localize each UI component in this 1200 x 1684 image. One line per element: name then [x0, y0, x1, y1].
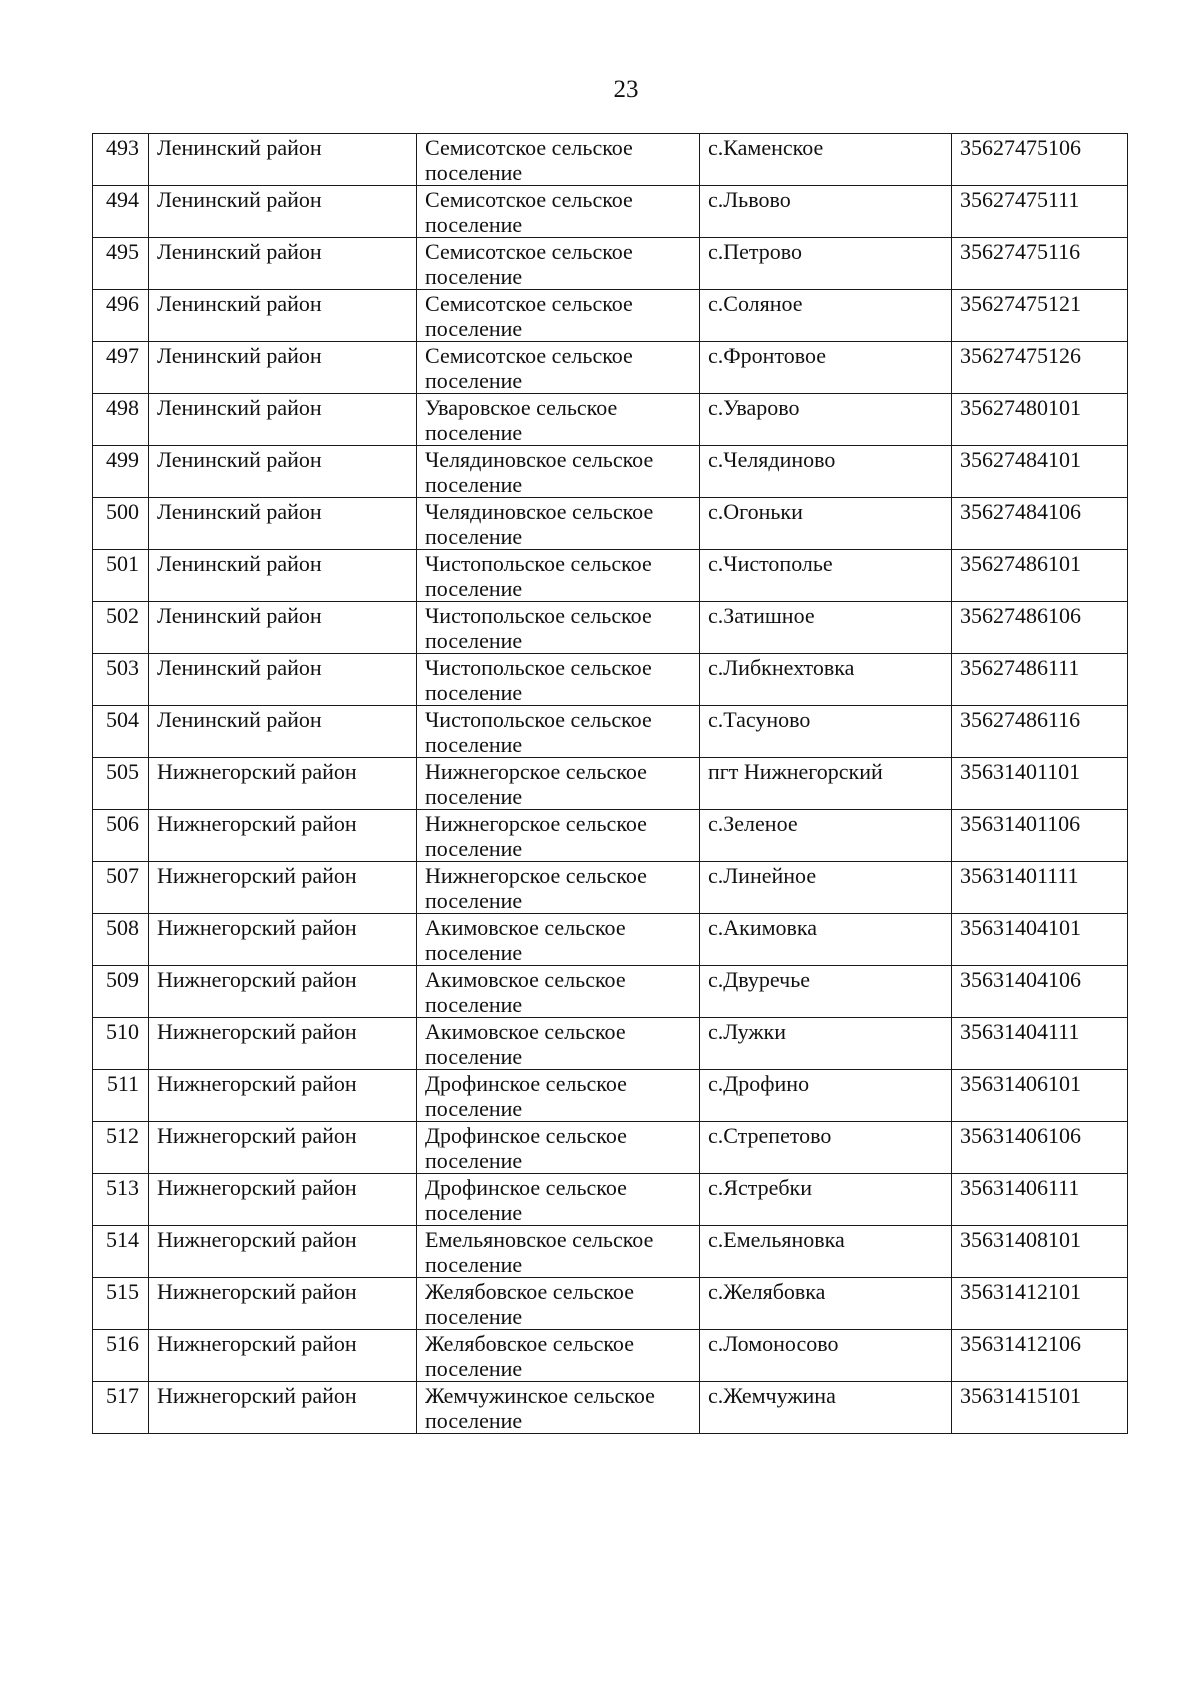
locality-cell: с.Огоньки — [700, 498, 952, 550]
code-cell: 35631406111 — [952, 1174, 1128, 1226]
row-number-cell: 514 — [93, 1226, 149, 1278]
table-row — [93, 498, 1128, 550]
row-number-cell: 513 — [93, 1174, 149, 1226]
table-row — [93, 1330, 1128, 1382]
table-row — [93, 654, 1128, 706]
row-number-cell: 512 — [93, 1122, 149, 1174]
code-cell: 35631412101 — [952, 1278, 1128, 1330]
district-cell: Ленинский район — [149, 394, 417, 446]
district-cell: Нижнегорский район — [149, 1226, 417, 1278]
locality-cell: с.Львово — [700, 186, 952, 238]
settlement-cell: Семисотское сельское поселение — [417, 134, 700, 186]
district-cell: Нижнегорский район — [149, 914, 417, 966]
district-cell: Нижнегорский район — [149, 1070, 417, 1122]
row-number-cell: 516 — [93, 1330, 149, 1382]
row-number-cell: 502 — [93, 602, 149, 654]
settlement-cell: Чистопольское сельское поселение — [417, 654, 700, 706]
code-cell: 35631401111 — [952, 862, 1128, 914]
locality-cell: с.Затишное — [700, 602, 952, 654]
code-cell: 35627475111 — [952, 186, 1128, 238]
table-row — [93, 342, 1128, 394]
row-number-cell: 499 — [93, 446, 149, 498]
table-row — [93, 1070, 1128, 1122]
table-row — [93, 966, 1128, 1018]
code-cell: 35631404101 — [952, 914, 1128, 966]
settlements-table — [92, 133, 1128, 1434]
code-cell: 35631401106 — [952, 810, 1128, 862]
district-cell: Нижнегорский район — [149, 1382, 417, 1434]
code-cell: 35627486106 — [952, 602, 1128, 654]
settlement-cell: Емельяновское сельское поселение — [417, 1226, 700, 1278]
table-row — [93, 1174, 1128, 1226]
settlement-cell: Уваровское сельское поселение — [417, 394, 700, 446]
code-cell: 35627484101 — [952, 446, 1128, 498]
row-number-cell: 496 — [93, 290, 149, 342]
locality-cell: с.Стрепетово — [700, 1122, 952, 1174]
row-number-cell: 509 — [93, 966, 149, 1018]
row-number-cell: 500 — [93, 498, 149, 550]
row-number-cell: 493 — [93, 134, 149, 186]
settlement-cell: Чистопольское сельское поселение — [417, 706, 700, 758]
code-cell: 35627475116 — [952, 238, 1128, 290]
district-cell: Ленинский район — [149, 290, 417, 342]
district-cell: Нижнегорский район — [149, 1278, 417, 1330]
table-row — [93, 446, 1128, 498]
settlement-cell: Дрофинское сельское поселение — [417, 1070, 700, 1122]
row-number-cell: 495 — [93, 238, 149, 290]
district-cell: Нижнегорский район — [149, 1018, 417, 1070]
table-row — [93, 914, 1128, 966]
table-row — [93, 134, 1128, 186]
code-cell: 35627486101 — [952, 550, 1128, 602]
code-cell: 35627486111 — [952, 654, 1128, 706]
locality-cell: с.Ястребки — [700, 1174, 952, 1226]
row-number-cell: 498 — [93, 394, 149, 446]
locality-cell: с.Петрово — [700, 238, 952, 290]
locality-cell: с.Акимовка — [700, 914, 952, 966]
locality-cell: с.Зеленое — [700, 810, 952, 862]
code-cell: 35627480101 — [952, 394, 1128, 446]
code-cell: 35631401101 — [952, 758, 1128, 810]
settlement-cell: Акимовское сельское поселение — [417, 1018, 700, 1070]
code-cell: 35627475126 — [952, 342, 1128, 394]
settlement-cell: Нижнегорское сельское поселение — [417, 862, 700, 914]
district-cell: Нижнегорский район — [149, 966, 417, 1018]
settlement-cell: Семисотское сельское поселение — [417, 342, 700, 394]
district-cell: Нижнегорский район — [149, 758, 417, 810]
district-cell: Ленинский район — [149, 498, 417, 550]
code-cell: 35631404111 — [952, 1018, 1128, 1070]
table-body — [93, 134, 1128, 1434]
code-cell: 35631412106 — [952, 1330, 1128, 1382]
district-cell: Ленинский район — [149, 654, 417, 706]
code-cell: 35631404106 — [952, 966, 1128, 1018]
district-cell: Нижнегорский район — [149, 1122, 417, 1174]
table-row — [93, 238, 1128, 290]
code-cell: 35627475121 — [952, 290, 1128, 342]
table-row — [93, 706, 1128, 758]
table-row — [93, 758, 1128, 810]
locality-cell: с.Чистополье — [700, 550, 952, 602]
table-row — [93, 1018, 1128, 1070]
district-cell: Нижнегорский район — [149, 1330, 417, 1382]
locality-cell: с.Лужки — [700, 1018, 952, 1070]
district-cell: Ленинский район — [149, 186, 417, 238]
settlement-cell: Семисотское сельское поселение — [417, 238, 700, 290]
locality-cell: с.Емельяновка — [700, 1226, 952, 1278]
row-number-cell: 506 — [93, 810, 149, 862]
settlement-cell: Челядиновское сельское поселение — [417, 446, 700, 498]
district-cell: Ленинский район — [149, 602, 417, 654]
table-row — [93, 602, 1128, 654]
settlement-cell: Дрофинское сельское поселение — [417, 1122, 700, 1174]
locality-cell: с.Дрофино — [700, 1070, 952, 1122]
table-row — [93, 186, 1128, 238]
row-number-cell: 501 — [93, 550, 149, 602]
row-number-cell: 503 — [93, 654, 149, 706]
district-cell: Ленинский район — [149, 134, 417, 186]
locality-cell: с.Каменское — [700, 134, 952, 186]
code-cell: 35631408101 — [952, 1226, 1128, 1278]
row-number-cell: 511 — [93, 1070, 149, 1122]
settlement-cell: Челядиновское сельское поселение — [417, 498, 700, 550]
locality-cell: с.Жемчужина — [700, 1382, 952, 1434]
code-cell: 35631406106 — [952, 1122, 1128, 1174]
locality-cell: с.Желябовка — [700, 1278, 952, 1330]
locality-cell: с.Челядиново — [700, 446, 952, 498]
district-cell: Ленинский район — [149, 550, 417, 602]
row-number-cell: 497 — [93, 342, 149, 394]
table-row — [93, 862, 1128, 914]
code-cell: 35627475106 — [952, 134, 1128, 186]
settlement-cell: Жемчужинское сельское поселение — [417, 1382, 700, 1434]
row-number-cell: 515 — [93, 1278, 149, 1330]
table-row — [93, 1278, 1128, 1330]
locality-cell: с.Либкнехтовка — [700, 654, 952, 706]
row-number-cell: 510 — [93, 1018, 149, 1070]
district-cell: Нижнегорский район — [149, 862, 417, 914]
settlement-cell: Чистопольское сельское поселение — [417, 550, 700, 602]
row-number-cell: 507 — [93, 862, 149, 914]
settlement-cell: Акимовское сельское поселение — [417, 966, 700, 1018]
table-row — [93, 1226, 1128, 1278]
code-cell: 35627486116 — [952, 706, 1128, 758]
row-number-cell: 504 — [93, 706, 149, 758]
table-row — [93, 1382, 1128, 1434]
table-row — [93, 810, 1128, 862]
settlement-cell: Акимовское сельское поселение — [417, 914, 700, 966]
table-row — [93, 394, 1128, 446]
district-cell: Ленинский район — [149, 342, 417, 394]
row-number-cell: 505 — [93, 758, 149, 810]
row-number-cell: 508 — [93, 914, 149, 966]
locality-cell: с.Ломоносово — [700, 1330, 952, 1382]
settlement-cell: Дрофинское сельское поселение — [417, 1174, 700, 1226]
locality-cell: с.Фронтовое — [700, 342, 952, 394]
table-row — [93, 290, 1128, 342]
settlement-cell: Нижнегорское сельское поселение — [417, 810, 700, 862]
table-row — [93, 1122, 1128, 1174]
district-cell: Ленинский район — [149, 706, 417, 758]
page-number: 23 — [613, 76, 639, 103]
district-cell: Ленинский район — [149, 446, 417, 498]
row-number-cell: 494 — [93, 186, 149, 238]
settlement-cell: Нижнегорское сельское поселение — [417, 758, 700, 810]
code-cell: 35631406101 — [952, 1070, 1128, 1122]
table-row — [93, 550, 1128, 602]
locality-cell: с.Двуречье — [700, 966, 952, 1018]
district-cell: Нижнегорский район — [149, 810, 417, 862]
settlement-cell: Семисотское сельское поселение — [417, 186, 700, 238]
settlement-cell: Семисотское сельское поселение — [417, 290, 700, 342]
code-cell: 35627484106 — [952, 498, 1128, 550]
district-cell: Нижнегорский район — [149, 1174, 417, 1226]
settlement-cell: Желябовское сельское поселение — [417, 1330, 700, 1382]
code-cell: 35631415101 — [952, 1382, 1128, 1434]
locality-cell: с.Соляное — [700, 290, 952, 342]
locality-cell: с.Тасуново — [700, 706, 952, 758]
locality-cell: с.Уварово — [700, 394, 952, 446]
district-cell: Ленинский район — [149, 238, 417, 290]
settlement-cell: Чистопольское сельское поселение — [417, 602, 700, 654]
row-number-cell: 517 — [93, 1382, 149, 1434]
locality-cell: с.Линейное — [700, 862, 952, 914]
locality-cell: пгт Нижнегорский — [700, 758, 952, 810]
settlement-cell: Желябовское сельское поселение — [417, 1278, 700, 1330]
